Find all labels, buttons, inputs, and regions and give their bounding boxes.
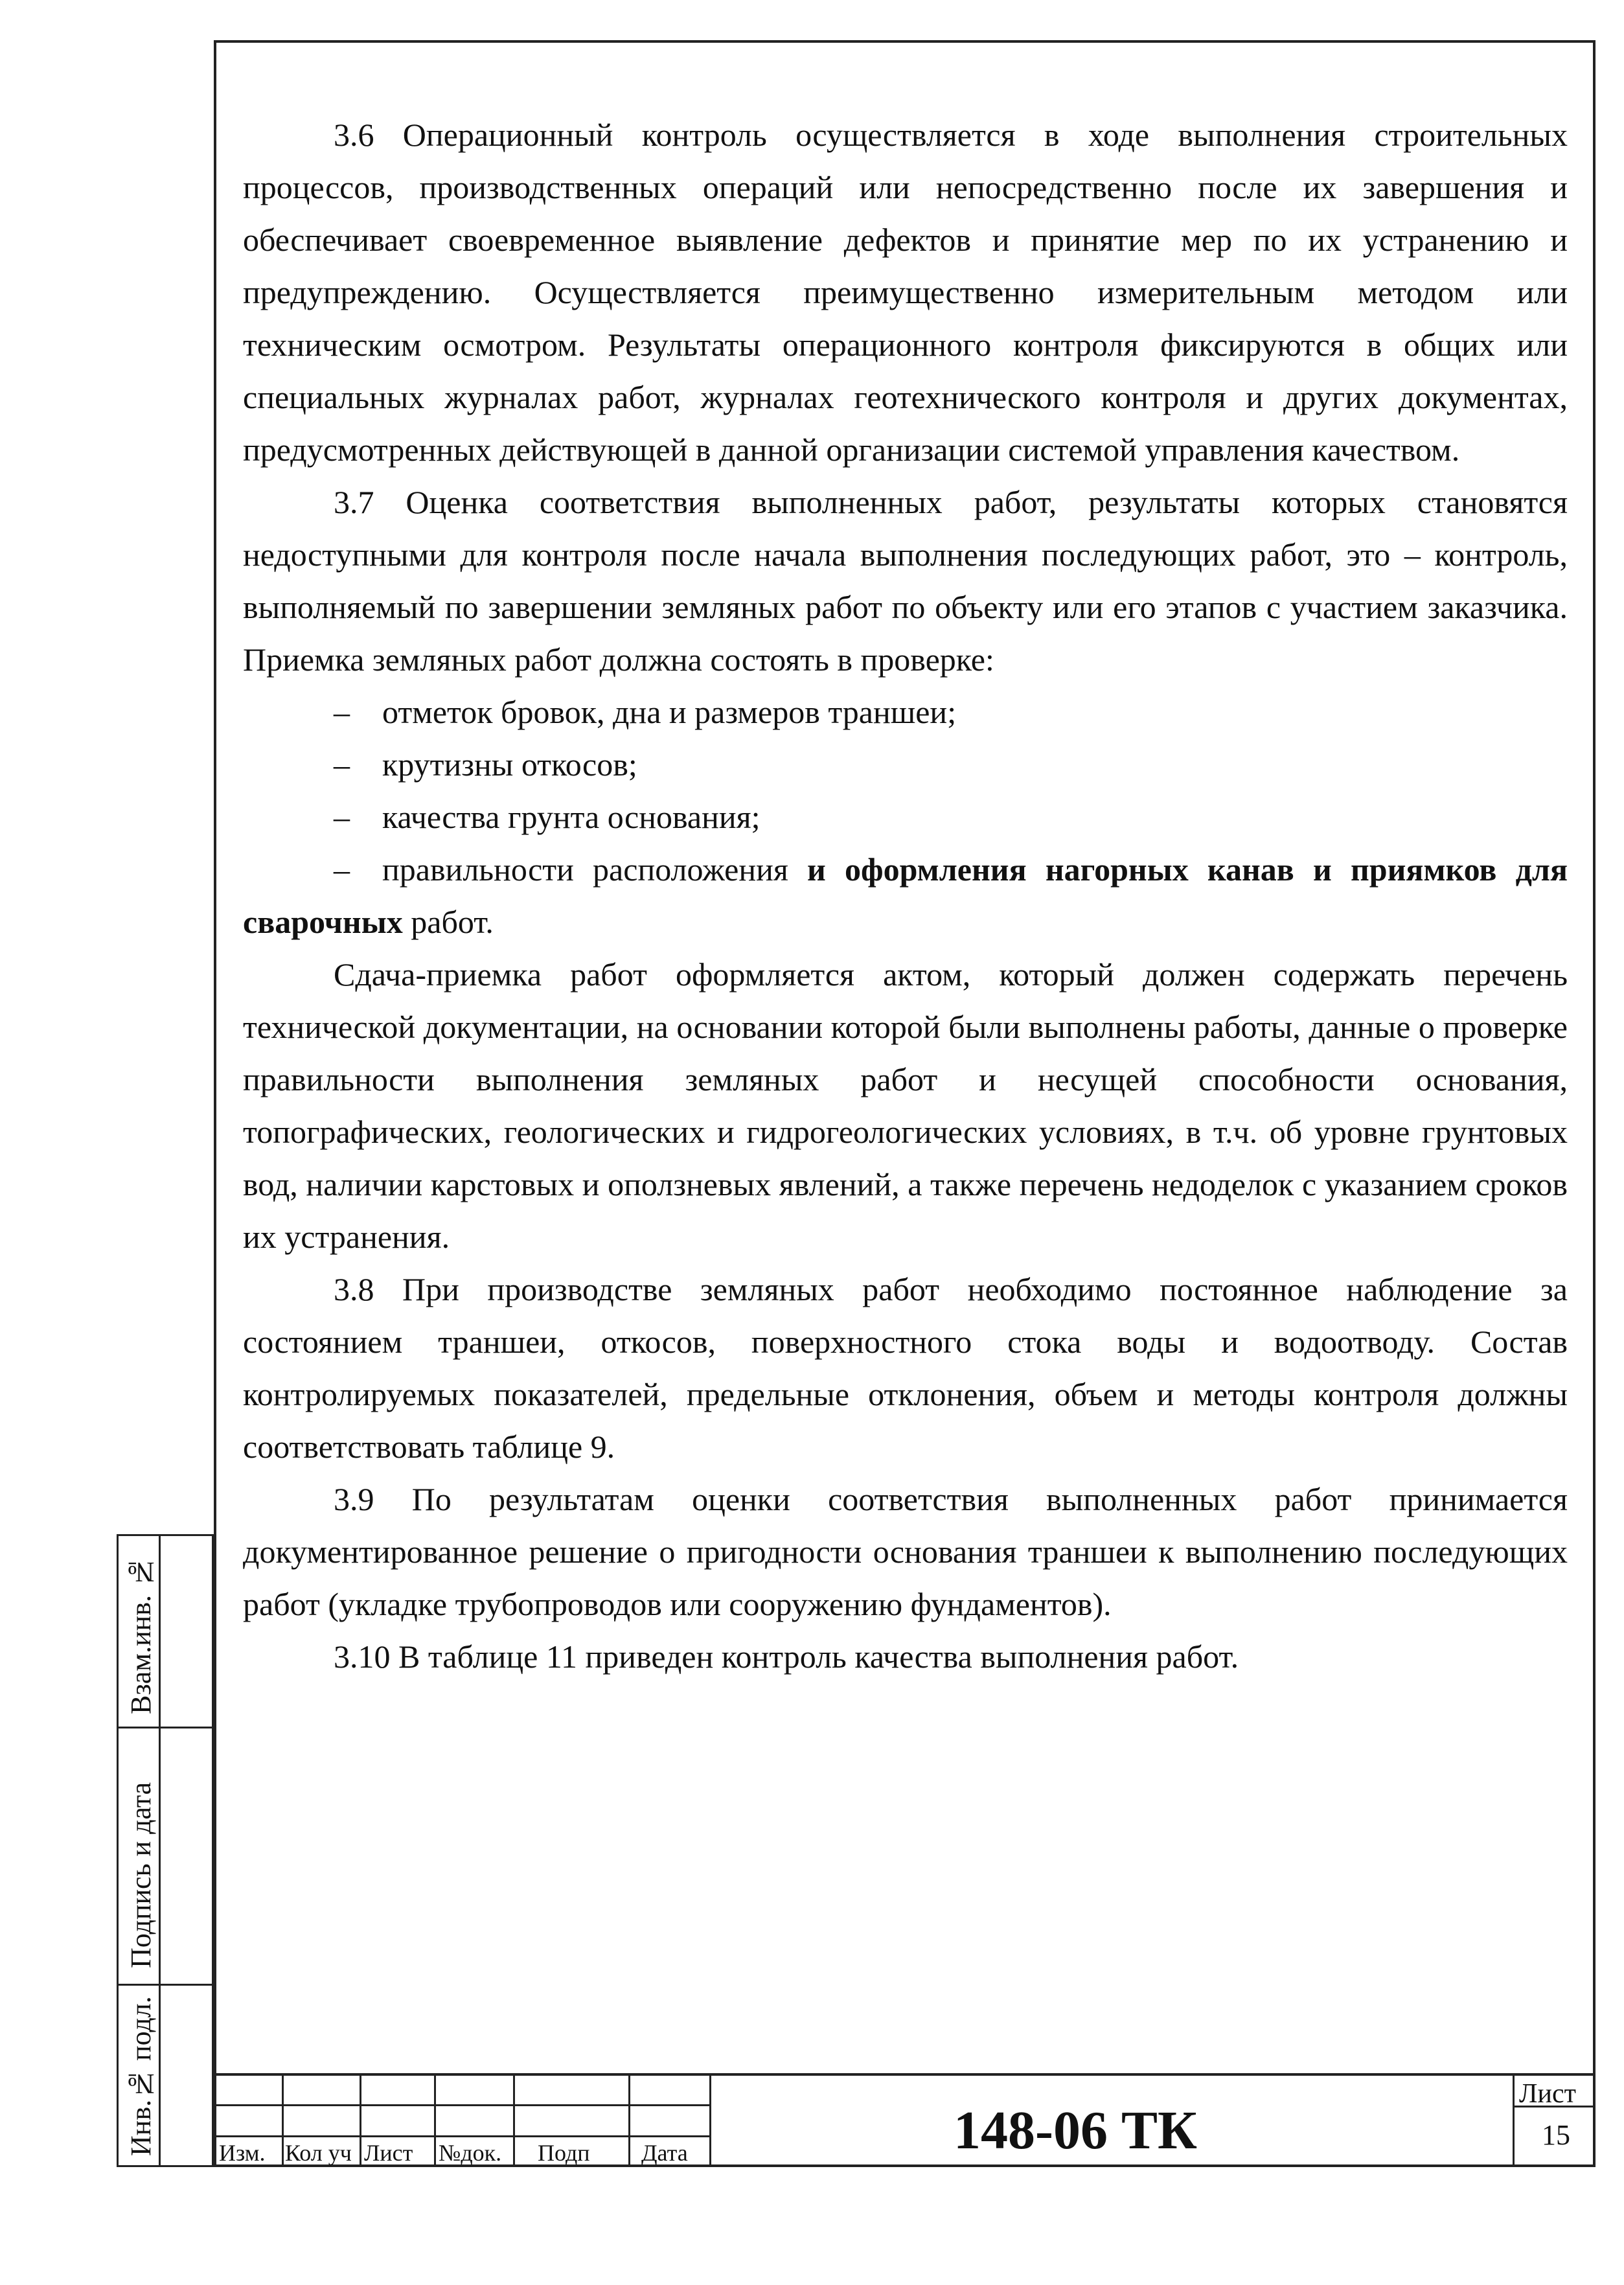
paragraph-3-10: 3.10 В таблице 11 приведен контроль качества выполнения работ. [334, 1638, 1239, 1675]
title-block-row-line [214, 2135, 709, 2137]
title-block-col-line [1513, 2073, 1515, 2167]
document-body [243, 109, 1568, 1683]
list-item-text: отметок бровок, дна и размеров траншеи; [382, 694, 957, 730]
list-item [243, 686, 1568, 739]
list-item-text: правильности расположения [382, 851, 788, 888]
title-block-col-line [513, 2073, 515, 2167]
paragraph-3-7: 3.7 Оценка соответствия выполненных работ, результаты которых становятся недоступными для контроля после начала выполнения последующих работ, это – контроль, выполняемый по завершении земляных работ по объекту или его этапов с участием заказчика. Приемка земляных работ должна состоять в проверке: [243, 484, 1568, 678]
list-item-text: качества грунта основания; [382, 799, 761, 835]
side-stamp [117, 1534, 214, 2167]
vzam-label: Взам.инв. № [125, 1556, 157, 1714]
col-izm: Изм. [219, 2140, 266, 2166]
list-item [243, 739, 1568, 791]
dash-marker: – [334, 746, 350, 783]
paragraph-3-8: 3.8 При производстве земляных работ необходимо постоянное наблюдение за состоянием траншеи, откосов, поверхностного стока воды и водоотводу. Состав контролируемых показателей, предельные отклонения, объем и методы контроля должны соответствовать таблице 9. [243, 1271, 1568, 1465]
list-item [243, 791, 1568, 844]
col-ndok: №док. [439, 2140, 502, 2166]
col-list: Лист [364, 2140, 413, 2166]
paragraph-act: Сдача-приемка работ оформляется актом, который должен содержать перечень технической документации, на основании которой были выполнены работы, данные о проверке правильности выполнения земляных работ и несущей способности основания, топографических, геологических и гидрогеологических условиях, в т.ч. об уровне грунтовых вод, наличии карстовых и оползневых явлений, а также перечень недоделок с указанием сроков их устранения. [243, 956, 1568, 1255]
sheet-label: Лист [1519, 2079, 1576, 2109]
list-item-text: крутизны откосов; [382, 746, 637, 783]
title-block-top-line [214, 2073, 1595, 2076]
list-item-text-end: работ. [402, 904, 494, 940]
dash-marker: – [334, 851, 350, 888]
paragraph-3-9: 3.9 По результатам оценки соответствия выполненных работ принимается документированное решение о пригодности основания траншеи к выполнению последующих работ (укладке трубопроводов или сооружению фундаментов). [243, 1481, 1568, 1622]
col-kol-uch: Кол уч [285, 2140, 352, 2166]
title-block-row-line [214, 2104, 709, 2106]
title-block-col-line [434, 2073, 436, 2167]
title-block-col-line [360, 2073, 361, 2167]
dash-marker: – [334, 799, 350, 835]
side-stamp-divider [159, 1534, 161, 2167]
podpis-label: Подпись и дата [125, 1782, 157, 1968]
title-block-col-line [282, 2073, 284, 2167]
sheet-number: 15 [1542, 2119, 1570, 2151]
title-block-col-line [628, 2073, 630, 2167]
col-podp: Подп [538, 2140, 590, 2166]
paragraph-3-6: 3.6 Операционный контроль осуществляется в ходе выполнения строительных процессов, производственных операций или непосредственно после их завершения и обеспечивает своевременное выявление дефектов и принятие мер по их устранению и предупреждению. Осуществляется преимущественно измерительным методом или техническим осмотром. Результаты операционного контроля фиксируются в общих или специальных журналах работ, журналах геотехнического контроля и других документах, предусмотренных действующей в данной организации системой управления качеством. [243, 117, 1568, 468]
list-item-text-bold: и оформления нагорных канав и приямков для сварочных [243, 851, 1568, 940]
inv-label: Инв.№ подл. [125, 1996, 157, 2156]
dash-marker: – [334, 694, 350, 730]
document-code: 148-06 ТК [954, 2100, 1197, 2161]
list-item [243, 844, 1568, 948]
col-data: Дата [641, 2140, 688, 2166]
title-block-col-line [709, 2073, 711, 2167]
